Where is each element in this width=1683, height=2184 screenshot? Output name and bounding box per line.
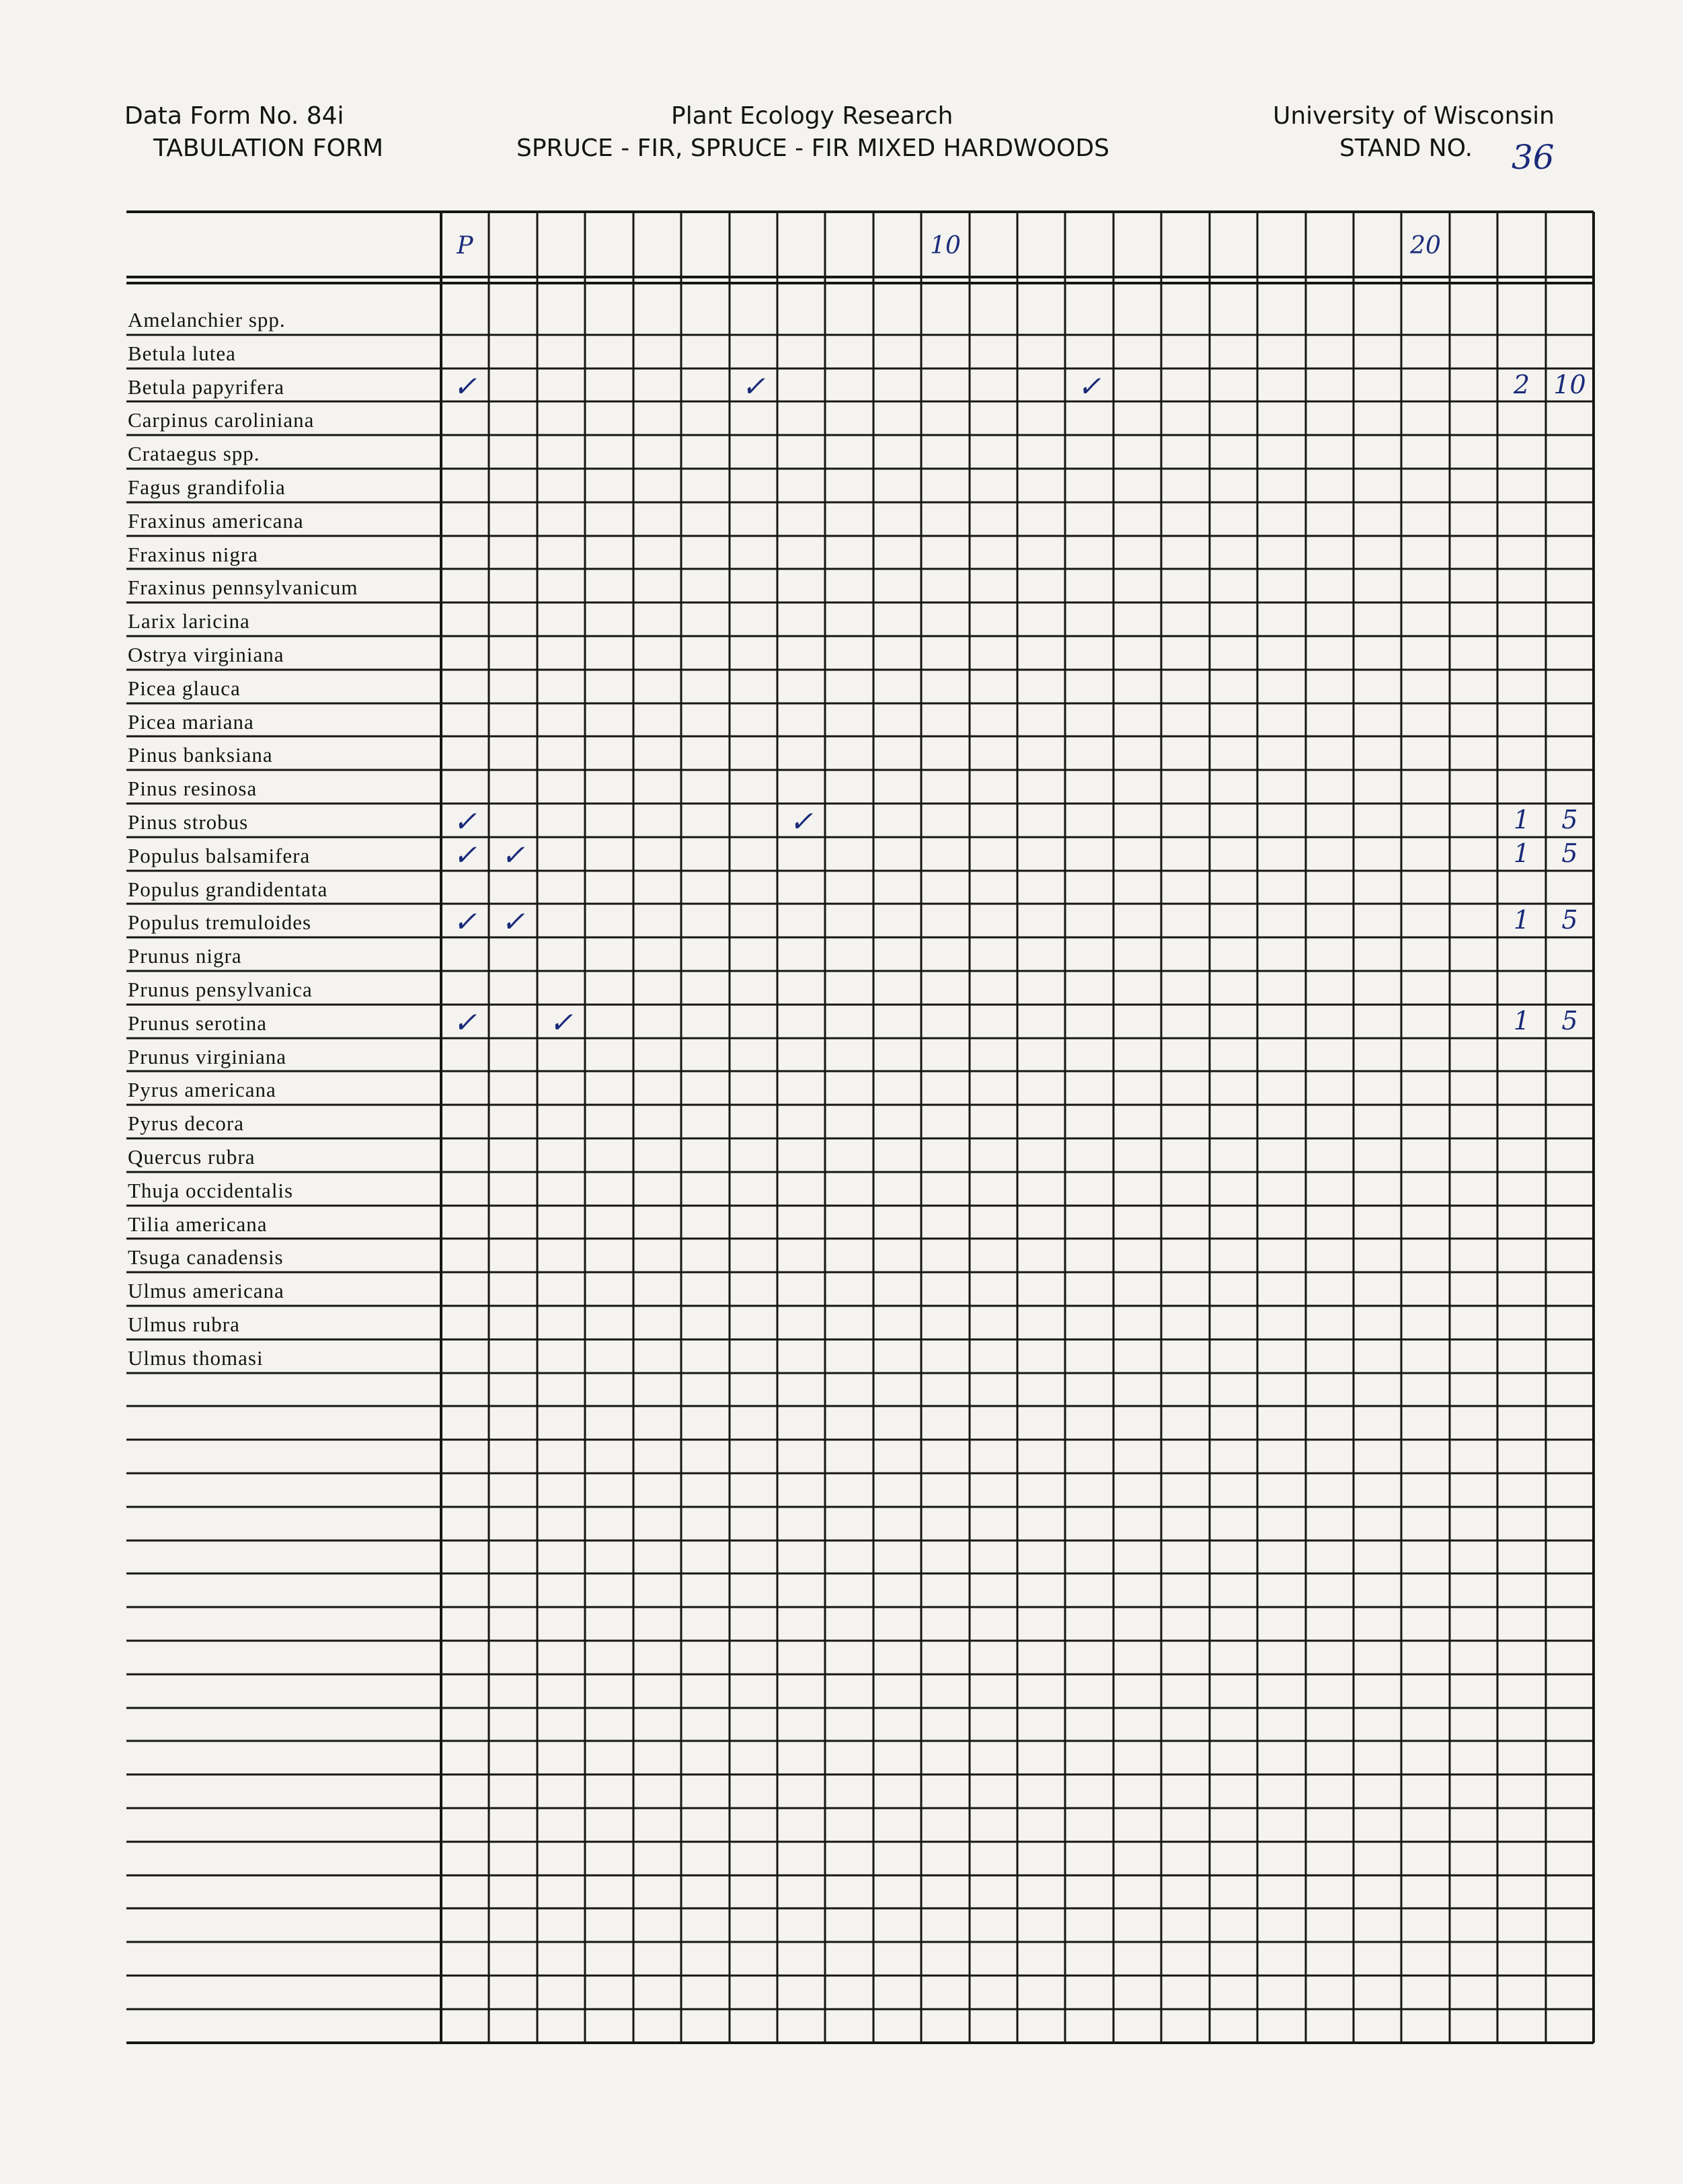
tally-entry[interactable]: ✓: [453, 838, 477, 871]
species-label: Fraxinus americana: [128, 509, 304, 533]
species-label: Fraxinus nigra: [128, 543, 258, 566]
tally-entry[interactable]: ✓: [741, 370, 766, 403]
tally-entry[interactable]: 5: [1561, 905, 1578, 935]
tally-entry[interactable]: 5: [1561, 805, 1578, 834]
species-label: Thuja occidentalis: [128, 1179, 294, 1202]
species-label: Prunus pensylvanica: [128, 978, 313, 1001]
tally-entry[interactable]: 1: [1513, 905, 1530, 935]
species-label: Prunus virginiana: [128, 1045, 286, 1068]
tally-entry[interactable]: ✓: [453, 905, 477, 938]
tally-entry[interactable]: 2: [1513, 370, 1530, 399]
species-label: Fagus grandifolia: [128, 475, 286, 499]
tally-entry[interactable]: 10: [1553, 370, 1586, 399]
tally-entry[interactable]: 1: [1513, 1006, 1530, 1036]
stand-number-value[interactable]: 36: [1512, 138, 1555, 177]
species-label: Carpinus caroliniana: [128, 408, 315, 432]
species-label: Pinus strobus: [128, 810, 249, 834]
tally-entry[interactable]: ✓: [549, 1006, 574, 1039]
forest-type-title: SPRUCE - FIR, SPRUCE - FIR MIXED HARDWOODS: [516, 134, 1109, 162]
species-label: Crataegus spp.: [128, 442, 260, 465]
species-label: Betula lutea: [128, 342, 236, 365]
form-number: Data Form No. 84i: [124, 102, 344, 130]
species-label: Pinus resinosa: [128, 777, 258, 800]
species-label: Quercus rubra: [128, 1145, 256, 1169]
species-label: Ulmus rubra: [128, 1313, 240, 1336]
species-label: Picea mariana: [128, 710, 254, 734]
tally-entry[interactable]: ✓: [1077, 370, 1101, 403]
form-type: TABULATION FORM: [153, 134, 384, 162]
tally-entry[interactable]: ✓: [453, 370, 477, 403]
tally-entry[interactable]: 1: [1513, 838, 1530, 868]
species-label: Picea glauca: [128, 676, 241, 700]
species-label: Ulmus americana: [128, 1279, 284, 1302]
tally-entry[interactable]: ✓: [501, 905, 525, 938]
species-label: Tsuga canadensis: [128, 1245, 284, 1269]
tally-entry[interactable]: 5: [1561, 838, 1578, 868]
column-header-mark: P: [457, 232, 473, 260]
organization: Plant Ecology Research: [671, 102, 953, 130]
tally-entry[interactable]: 1: [1513, 805, 1530, 834]
column-header-mark: 20: [1410, 232, 1441, 260]
species-label: Ostrya virginiana: [128, 643, 284, 666]
species-label: Pyrus americana: [128, 1078, 276, 1101]
species-label: Pinus banksiana: [128, 743, 273, 767]
tally-entry[interactable]: ✓: [453, 805, 477, 838]
tally-entry[interactable]: ✓: [453, 1006, 477, 1039]
tally-entry[interactable]: 5: [1561, 1006, 1578, 1036]
species-label: Populus tremuloides: [128, 910, 312, 934]
species-label: Prunus nigra: [128, 944, 242, 968]
species-label: Prunus serotina: [128, 1011, 268, 1035]
species-label: Amelanchier spp.: [128, 308, 286, 332]
stand-number-label: STAND NO.: [1339, 134, 1473, 162]
species-label: Ulmus thomasi: [128, 1346, 264, 1370]
species-label: Pyrus decora: [128, 1112, 244, 1135]
species-label: Populus grandidentata: [128, 878, 328, 901]
tally-entry[interactable]: ✓: [789, 805, 814, 838]
tally-entry[interactable]: ✓: [501, 838, 525, 871]
column-header-mark: 10: [930, 232, 961, 260]
species-label: Tilia americana: [128, 1212, 268, 1236]
species-label: Populus balsamifera: [128, 844, 311, 867]
species-label: Larix laricina: [128, 609, 250, 633]
species-label: Betula papyrifera: [128, 375, 285, 399]
university-name: University of Wisconsin: [1273, 102, 1555, 130]
species-label: Fraxinus pennsylvanicum: [128, 576, 358, 599]
